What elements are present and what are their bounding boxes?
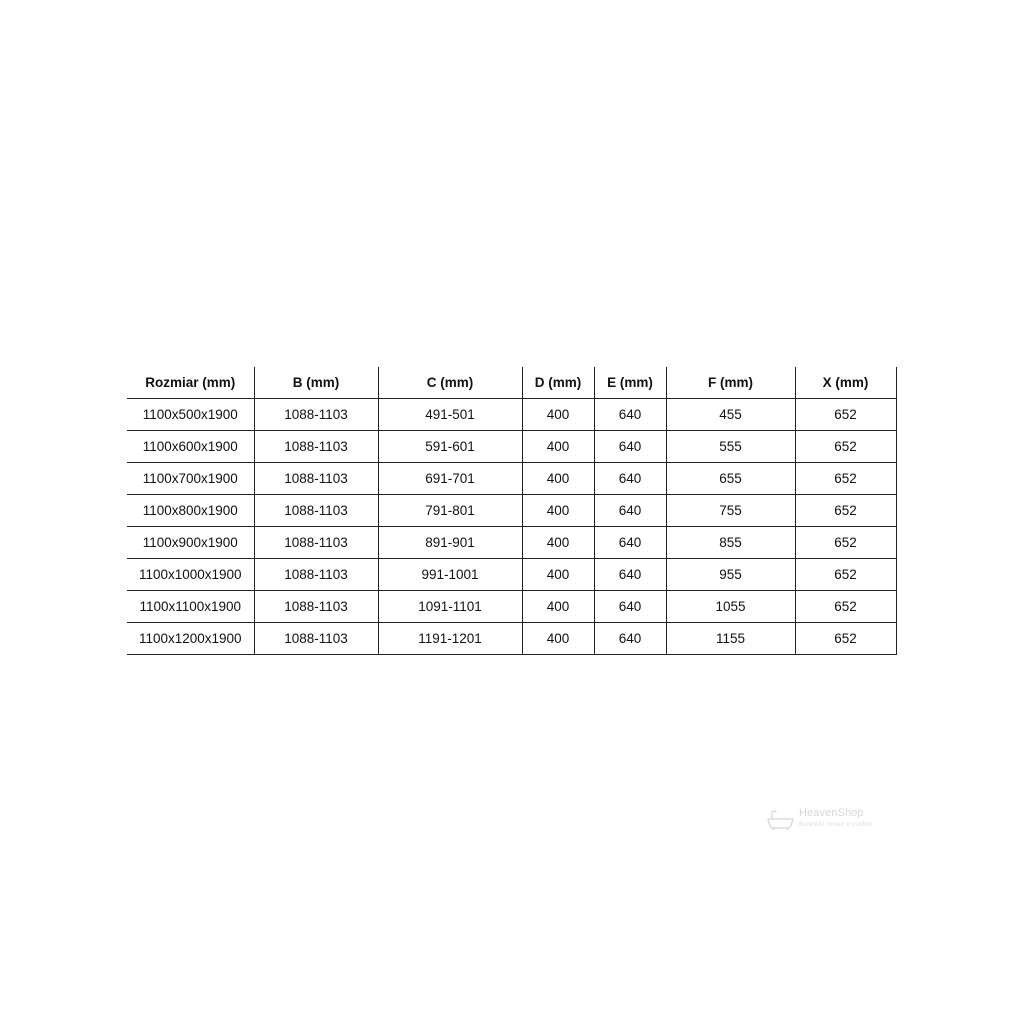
cell-b: 1088-1103 [254, 527, 378, 559]
cell-x: 652 [795, 591, 896, 623]
column-header-c: C (mm) [378, 367, 522, 399]
table-row [127, 431, 896, 463]
cell-b: 1088-1103 [254, 463, 378, 495]
cell-e: 640 [594, 623, 666, 655]
cell-rozmiar: 1100x900x1900 [127, 527, 254, 559]
cell-f: 755 [666, 495, 795, 527]
cell-e: 640 [594, 463, 666, 495]
dimensions-table [127, 367, 897, 655]
cell-d: 400 [522, 463, 594, 495]
table-header [127, 367, 896, 399]
cell-e: 640 [594, 431, 666, 463]
cell-f: 1155 [666, 623, 795, 655]
cell-d: 400 [522, 495, 594, 527]
column-header-rozmiar: Rozmiar (mm) [127, 367, 254, 399]
cell-d: 400 [522, 559, 594, 591]
watermark-brand: HeavenShop [799, 807, 864, 819]
cell-d: 400 [522, 591, 594, 623]
cell-x: 652 [795, 495, 896, 527]
cell-x: 652 [795, 431, 896, 463]
cell-c: 891-901 [378, 527, 522, 559]
cell-f: 1055 [666, 591, 795, 623]
cell-x: 652 [795, 559, 896, 591]
table-row [127, 559, 896, 591]
cell-x: 652 [795, 463, 896, 495]
cell-f: 555 [666, 431, 795, 463]
table-row [127, 495, 896, 527]
cell-f: 855 [666, 527, 795, 559]
cell-x: 652 [795, 527, 896, 559]
cell-d: 400 [522, 399, 594, 431]
table-row [127, 623, 896, 655]
bathtub-icon [766, 809, 796, 831]
cell-d: 400 [522, 431, 594, 463]
cell-e: 640 [594, 399, 666, 431]
header-row [127, 367, 896, 399]
cell-e: 640 [594, 527, 666, 559]
cell-b: 1088-1103 [254, 591, 378, 623]
column-header-x: X (mm) [795, 367, 896, 399]
table-row [127, 463, 896, 495]
cell-rozmiar: 1100x800x1900 [127, 495, 254, 527]
cell-e: 640 [594, 591, 666, 623]
column-header-b: B (mm) [254, 367, 378, 399]
cell-rozmiar: 1100x1200x1900 [127, 623, 254, 655]
cell-rozmiar: 1100x1000x1900 [127, 559, 254, 591]
cell-c: 791-801 [378, 495, 522, 527]
cell-d: 400 [522, 527, 594, 559]
table-body [127, 399, 896, 655]
cell-c: 491-501 [378, 399, 522, 431]
cell-c: 1191-1201 [378, 623, 522, 655]
cell-b: 1088-1103 [254, 623, 378, 655]
cell-c: 1091-1101 [378, 591, 522, 623]
cell-d: 400 [522, 623, 594, 655]
cell-c: 991-1001 [378, 559, 522, 591]
column-header-f: F (mm) [666, 367, 795, 399]
cell-f: 455 [666, 399, 795, 431]
cell-b: 1088-1103 [254, 399, 378, 431]
cell-b: 1088-1103 [254, 495, 378, 527]
table-row [127, 399, 896, 431]
cell-c: 691-701 [378, 463, 522, 495]
cell-x: 652 [795, 399, 896, 431]
cell-f: 955 [666, 559, 795, 591]
cell-rozmiar: 1100x500x1900 [127, 399, 254, 431]
cell-e: 640 [594, 559, 666, 591]
cell-rozmiar: 1100x1100x1900 [127, 591, 254, 623]
heavenshop-watermark [766, 805, 876, 833]
cell-b: 1088-1103 [254, 559, 378, 591]
watermark-tagline: łazienki nowe u ciebie [799, 820, 873, 828]
column-header-d: D (mm) [522, 367, 594, 399]
cell-e: 640 [594, 495, 666, 527]
column-header-e: E (mm) [594, 367, 666, 399]
cell-rozmiar: 1100x600x1900 [127, 431, 254, 463]
table-row [127, 591, 896, 623]
table-row [127, 527, 896, 559]
cell-f: 655 [666, 463, 795, 495]
cell-x: 652 [795, 623, 896, 655]
cell-b: 1088-1103 [254, 431, 378, 463]
cell-c: 591-601 [378, 431, 522, 463]
cell-rozmiar: 1100x700x1900 [127, 463, 254, 495]
